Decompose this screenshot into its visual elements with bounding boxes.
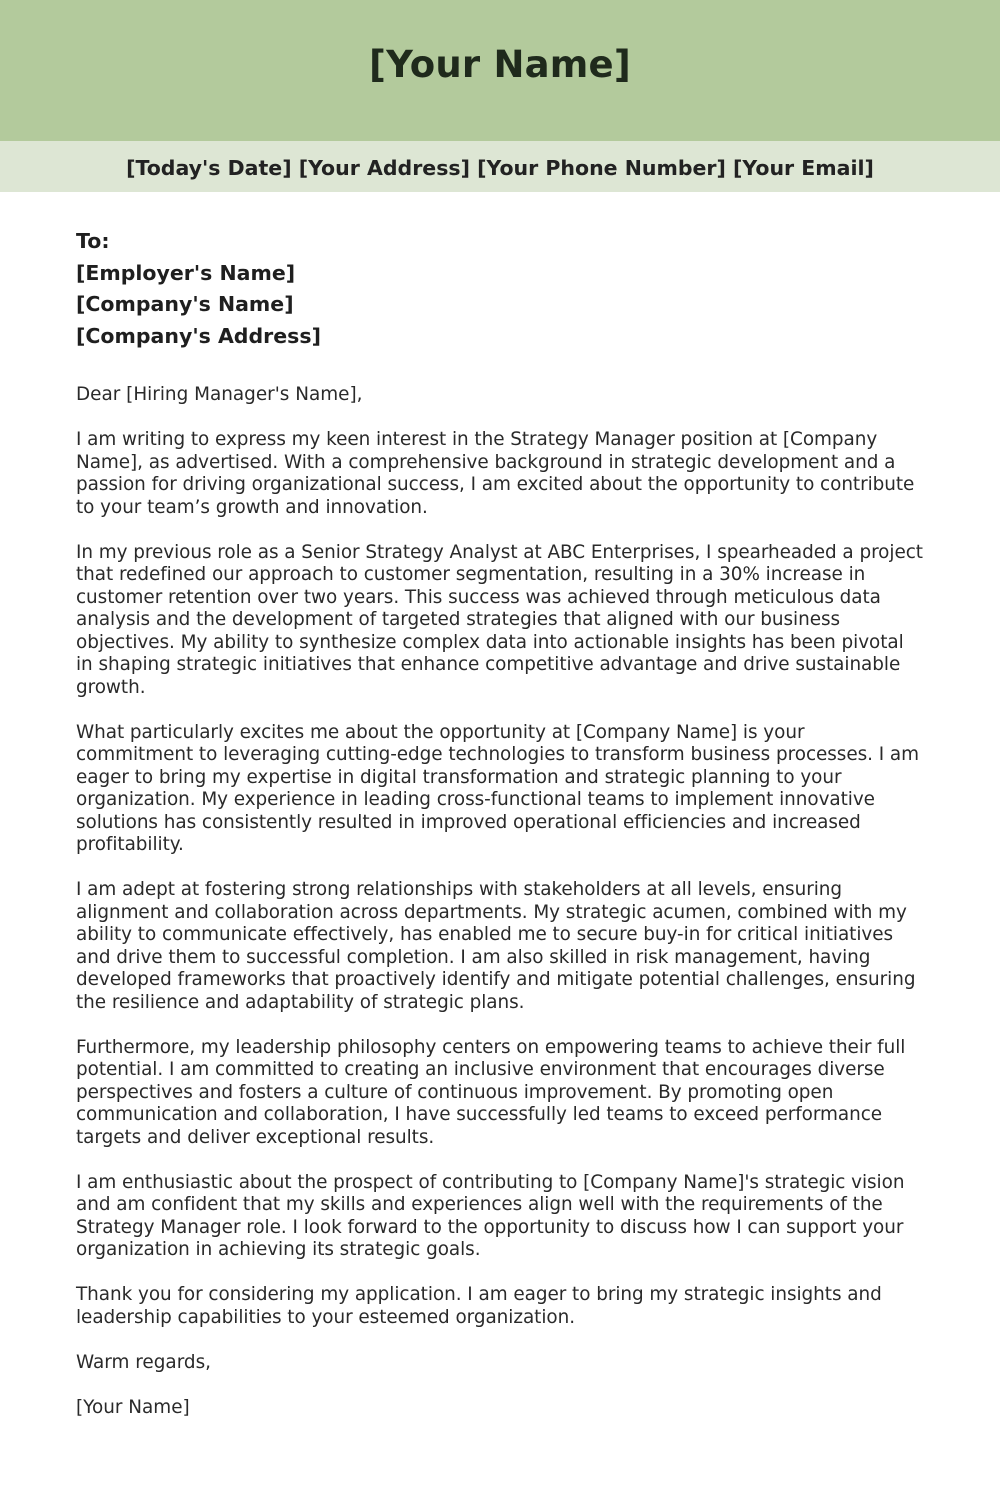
paragraph-3: What particularly excites me about the opportunity at [Company Name] is your commitment to leveraging cutting-edge technologies to transform business processes. I am eager to bring my expertise in digital transformation and strategic planning to your organization. My experience in leading cross-functional teams to implement innovative solutions has consistently resulted in improved operational efficiencies and increased profitability. bbox=[76, 721, 919, 855]
salutation: Dear [Hiring Manager's Name], bbox=[76, 384, 363, 405]
paragraph-6: I am enthusiastic about the prospect of contributing to [Company Name]'s strategic vision and am confident that my skills and experiences align well with the requirements of the Strategy Manager role. I look forward to the opportunity to discuss how I can support your organization in achieving its strategic goals. bbox=[76, 1171, 905, 1260]
recipient-employer-name: [Employer's Name] bbox=[76, 260, 296, 285]
paragraph-5: Furthermore, my leadership philosophy centers on empowering teams to achieve their full potential. I am committed to creating an inclusive environment that encourages diverse perspectives and fosters a culture of continuous improvement. By promoting open communication and collaboration, I have successfully led teams to exceed performance targets and deliver exceptional results. bbox=[76, 1036, 906, 1148]
recipient-to-label: To: bbox=[76, 229, 110, 253]
signature: [Your Name] bbox=[76, 1396, 190, 1418]
contact-line bbox=[126, 156, 874, 180]
contact-phone: [Your Phone Number] bbox=[477, 155, 726, 180]
closing: Warm regards, bbox=[76, 1351, 212, 1373]
recipient-company-name: [Company's Name] bbox=[76, 292, 294, 316]
paragraph-1: I am writing to express my keen interest in the Strategy Manager position at [Company Name], as advertised. With a comprehensive background in strategic development and a passion for driving organizational success, I am excited about the opportunity to contribute to your team’s growth and innovation. bbox=[76, 429, 915, 518]
contact-band bbox=[0, 141, 1000, 192]
applicant-name-heading: [Your Name] bbox=[369, 43, 631, 86]
contact-date: [Today's Date] bbox=[126, 155, 292, 180]
letter-body bbox=[76, 226, 926, 1419]
header-band bbox=[0, 0, 1000, 141]
contact-email: [Your Email] bbox=[733, 155, 874, 180]
paragraph-4: I am adept at fostering strong relationships with stakeholders at all levels, ensuring alignment and collaboration across departments. My strategic acumen, combined with my ability to communicate effectively, has enabled me to secure buy-in for critical initiatives and drive them to successful completion. I am also skilled in risk management, having developed frameworks that proactively identify and mitigate potential challenges, ensuring the resilience and adaptability of strategic plans. bbox=[76, 879, 916, 1013]
paragraph-7: Thank you for considering my application. I am eager to bring my strategic insights and leadership capabilities to your esteemed organization. bbox=[76, 1284, 882, 1328]
paragraph-2: In my previous role as a Senior Strategy Analyst at ABC Enterprises, I spearheaded a project that redefined our approach to customer segmentation, resulting in a 30% increase in customer retention over two years. This success was achieved through meticulous data analysis and the development of targeted strategies that aligned with our business objectives. My ability to synthesize complex data into actionable insights has been pivotal in shaping strategic initiatives that enhance competitive advantage and drive sustainable growth. bbox=[76, 541, 923, 698]
recipient-company-address: [Company's Address] bbox=[76, 323, 321, 348]
recipient-block bbox=[76, 226, 926, 352]
contact-address: [Your Address] bbox=[298, 155, 470, 180]
